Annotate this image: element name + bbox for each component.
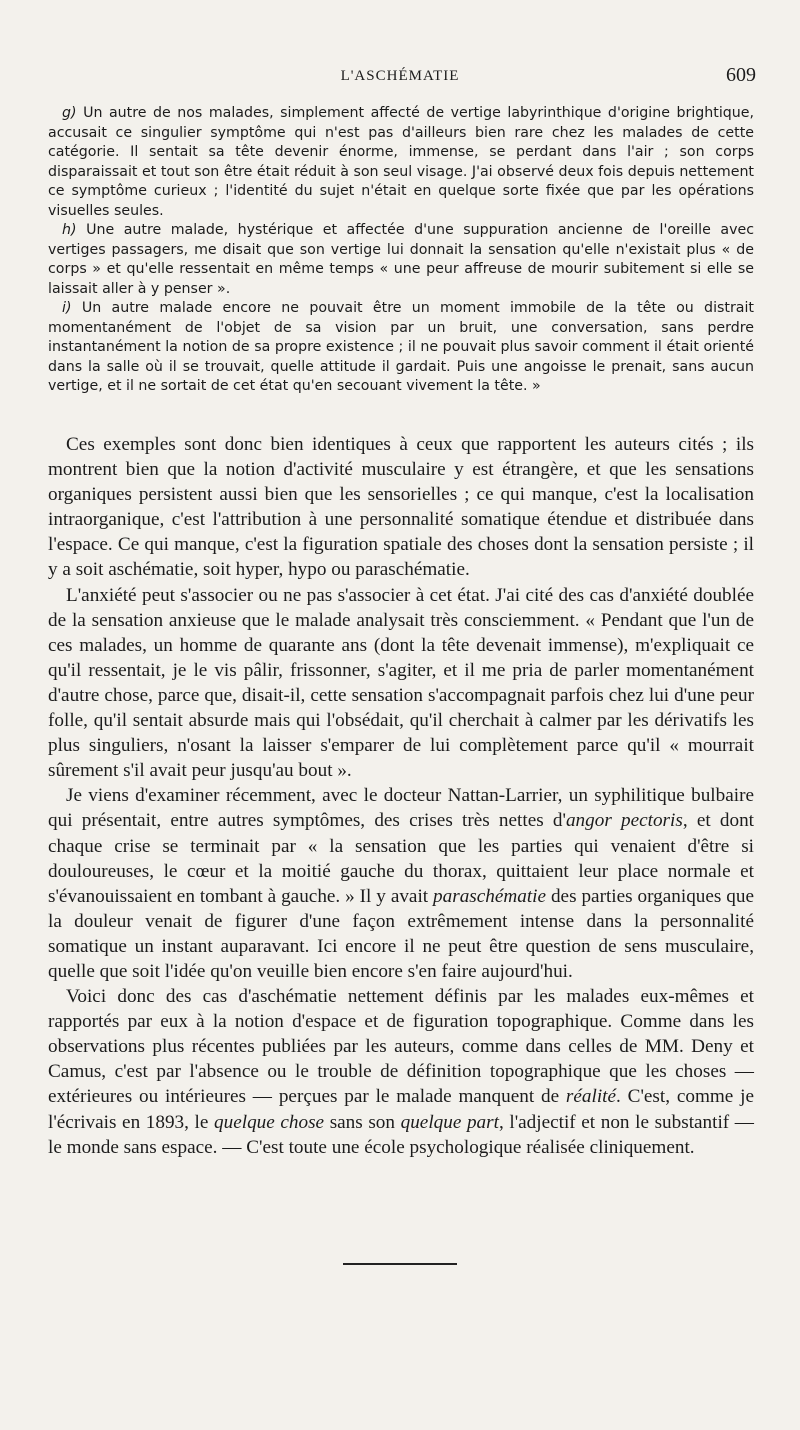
paragraph-3-italic-paraschematie: paraschématie xyxy=(433,885,547,907)
observation-h-text: Une autre malade, hystérique et affectée d'une suppuration ancienne de l'oreille avec vertiges passagers, me disait que son vertige lui donnait la sensation qu'elle n'existait plus « de corps » et qu'elle ressentait en même temps « une peur affreuse de mourir subitement si elle se laissait aller à y penser ». xyxy=(48,222,754,297)
paragraph-4-italic-quelque-chose: quelque chose xyxy=(214,1111,325,1133)
paragraph-4-part-c: sans son xyxy=(324,1111,401,1133)
paragraph-3-part-b: , et dont chaque crise se terminait par « la sensation que les parties qui venaient d'être si douloureuses, le cœur et la moitié gauche du thorax, quittaient leur place normale et s'évanouissaient en tombant à gauche. » Il y avait xyxy=(48,810,754,907)
observation-h-label: h) xyxy=(62,222,77,238)
page-number: 609 xyxy=(726,64,756,86)
paragraph-1: Ces exemples sont donc bien identiques à ceux que rapportent les auteurs cités ; ils montrent bien que la notion d'activité musculaire y est étrangère, et que les sensations organiques persistent aussi bien que les sensorielles ; ce qui manque, c'est la localisation intraorganique, c'est l'attribution à une personnalité somatique étendue et distribuée dans l'espace. Ce qui manque, c'est la figuration spatiale des choses dont la sensation persiste ; il y a soit aschématie, soit hyper, hypo ou paraschématie. xyxy=(48,434,754,581)
observation-i-text: Un autre malade encore ne pouvait être un moment immobile de la tête ou distrait momentanément de l'objet de sa vision par un bruit, une conversation, sans perdre instantanément la notion de sa propre existence ; il ne pouvait plus savoir comment il était orienté dans la salle où il se trouvait, quelle attitude il gardait. Puis une angoisse le prenait, sans aucun vertige, et il ne sortait de cet état qu'en secouant vivement la tête. » xyxy=(48,300,754,394)
paragraph-4-italic-quelque-part: quelque part xyxy=(400,1111,499,1133)
observation-g-text: Un autre de nos malades, simplement affecté de vertige labyrinthique d'origine brightique, accusait ce singulier symptôme qui n'est pas d'ailleurs bien rare chez les malades de cette catégorie. Il sentait sa tête devenir énorme, immense, se perdant dans l'air ; son corps disparaissait et tout son être était réduit à son seul visage. J'ai observé deux fois depuis nettement ce symptôme curieux ; l'identité du sujet n'était en quelque sorte fixée que par les opérations visuelles seules. xyxy=(48,105,755,219)
observation-g-label: g) xyxy=(62,105,77,121)
running-head xyxy=(44,64,756,88)
main-text xyxy=(48,432,754,1160)
paragraph-4-part-d: , l'adjectif et non le substantif — le monde sans espace. — C'est toute une école psychologique réalisée cliniquement. xyxy=(48,1111,754,1158)
observation-i-label: i) xyxy=(62,300,72,316)
paragraph-4 xyxy=(48,984,754,1160)
end-rule xyxy=(343,1263,457,1265)
paragraph-3-part-c: des parties organiques que la douleur venait de figurer d'une façon extrêmement intense dans la personnalité somatique un instant auparavant. Ici encore il ne peut être question de sens musculaire, quelle que soit l'idée qu'on veuille bien encore s'en faire aujourd'hui. xyxy=(48,885,754,982)
quoted-observations xyxy=(48,104,754,397)
paragraph-4-part-b: . C'est, comme je l'écrivais en 1893, le xyxy=(48,1086,754,1133)
paragraph-2: L'anxiété peut s'associer ou ne pas s'associer à cet état. J'ai cité des cas d'anxiété doublée de la sensation anxieuse que le malade analysait très consciemment. « Pendant que l'un de ces malades, un homme de quarante ans (dont la tête devenait immense), m'expliquait ce qu'il ressentait, je le vis pâlir, frissonner, s'agiter, et il me pria de parler momentanément d'autre chose, parce que, disait-il, cette sensation s'accompagnait parfois chez lui d'une peur folle, qu'il sentait absurde mais qui l'obsédait, qu'il cherchait à calmer par les dérivatifs les plus singuliers, n'osant la laisser s'emparer de lui complètement parce qu'il « mourrait sûrement s'il avait peur jusqu'au bout ». xyxy=(48,584,754,782)
paragraph-4-italic-realite: réalité xyxy=(565,1086,617,1108)
paragraph-3 xyxy=(48,783,754,984)
paragraph-3-part-a: Je viens d'examiner récemment, avec le docteur Nattan-Larrier, un syphilitique bulbaire qui présentait, entre autres symptômes, des crises très nettes d' xyxy=(48,785,754,832)
observation-h xyxy=(48,221,754,299)
paragraph-4-part-a: Voici donc des cas d'aschématie nettement définis par les malades eux-mêmes et rapportés par eux à la notion d'espace et de figuration topographique. Comme dans les observations plus récentes publiées par les auteurs, comme dans celles de MM. Deny et Camus, c'est par l'absence ou le trouble de définition topographique que les choses — extérieures ou intérieures — perçues par le malade manquent de xyxy=(48,986,754,1108)
paragraph-3-italic-angor: angor pectoris xyxy=(565,810,683,832)
observation-i xyxy=(48,299,754,397)
running-title: L'ASCHÉMATIE xyxy=(340,68,460,84)
observation-g xyxy=(48,104,754,221)
